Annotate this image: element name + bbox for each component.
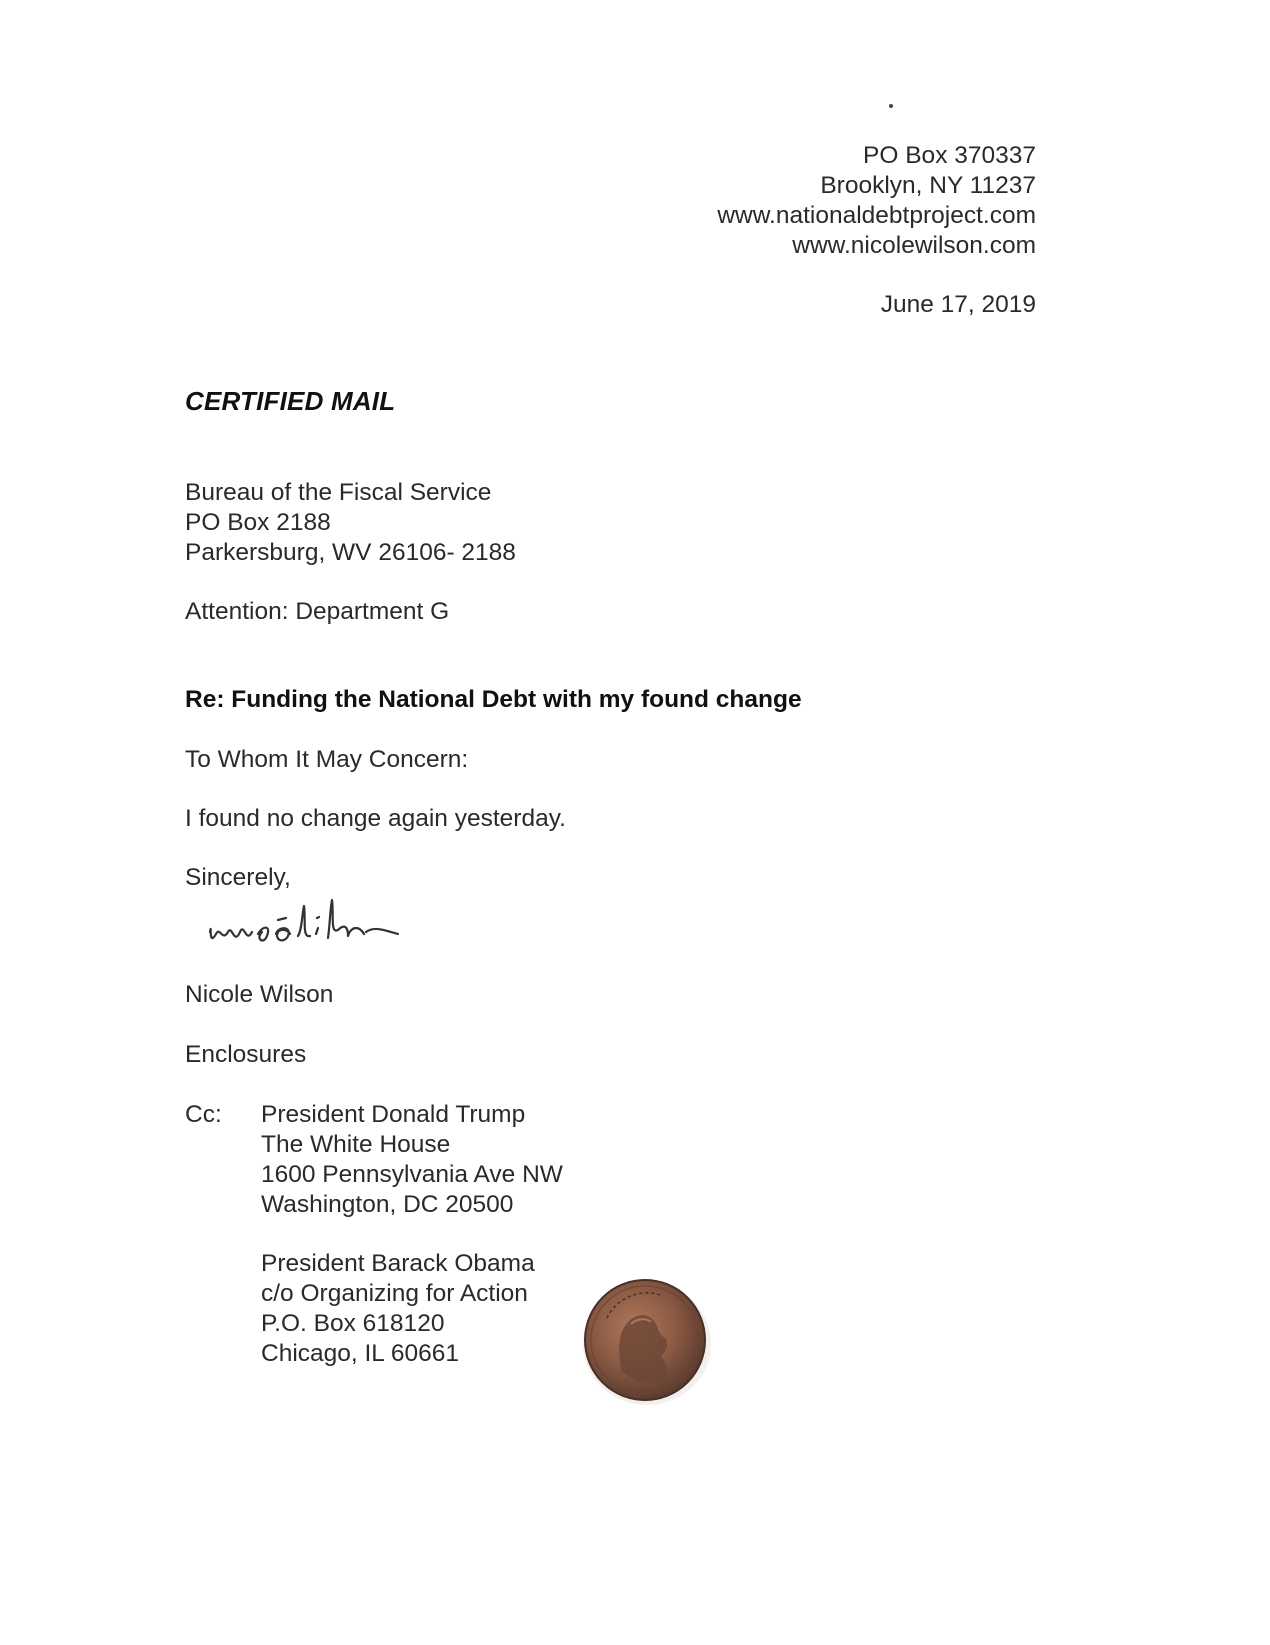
subject-line: Re: Funding the National Debt with my found change (185, 686, 802, 713)
cc-recipient-line: Chicago, IL 60661 (261, 1340, 459, 1367)
sender-address-line2: Brooklyn, NY 11237 (820, 172, 1036, 199)
closing: Sincerely, (185, 864, 291, 891)
recipient-attention: Attention: Department G (185, 598, 450, 625)
scan-speck (889, 104, 893, 108)
enclosures-label: Enclosures (185, 1041, 307, 1068)
salutation: To Whom It May Concern: (185, 746, 469, 773)
cc-recipient-line: 1600 Pennsylvania Ave NW (261, 1161, 563, 1188)
signature-image (198, 890, 418, 960)
sender-website-2: www.nicolewilson.com (792, 232, 1036, 259)
cc-recipient-name: President Barack Obama (261, 1250, 535, 1277)
penny-coin-image (573, 1268, 721, 1416)
cc-recipient-line: Washington, DC 20500 (261, 1191, 514, 1218)
cc-recipient-name: President Donald Trump (261, 1101, 526, 1128)
body-text: I found no change again yesterday. (185, 805, 566, 832)
cc-recipient-line: c/o Organizing for Action (261, 1280, 528, 1307)
recipient-address-line2: Parkersburg, WV 26106- 2188 (185, 539, 516, 566)
cc-label: Cc: (185, 1101, 222, 1128)
mail-type-heading: CERTIFIED MAIL (185, 386, 396, 416)
signer-name: Nicole Wilson (185, 981, 334, 1008)
recipient-name: Bureau of the Fiscal Service (185, 479, 492, 506)
sender-address-line1: PO Box 370337 (863, 142, 1036, 169)
recipient-address-line1: PO Box 2188 (185, 509, 331, 536)
cc-recipient-line: The White House (261, 1131, 451, 1158)
sender-website-1: www.nationaldebtproject.com (717, 202, 1036, 229)
cc-recipient-line: P.O. Box 618120 (261, 1310, 445, 1337)
letter-date: June 17, 2019 (880, 291, 1036, 318)
